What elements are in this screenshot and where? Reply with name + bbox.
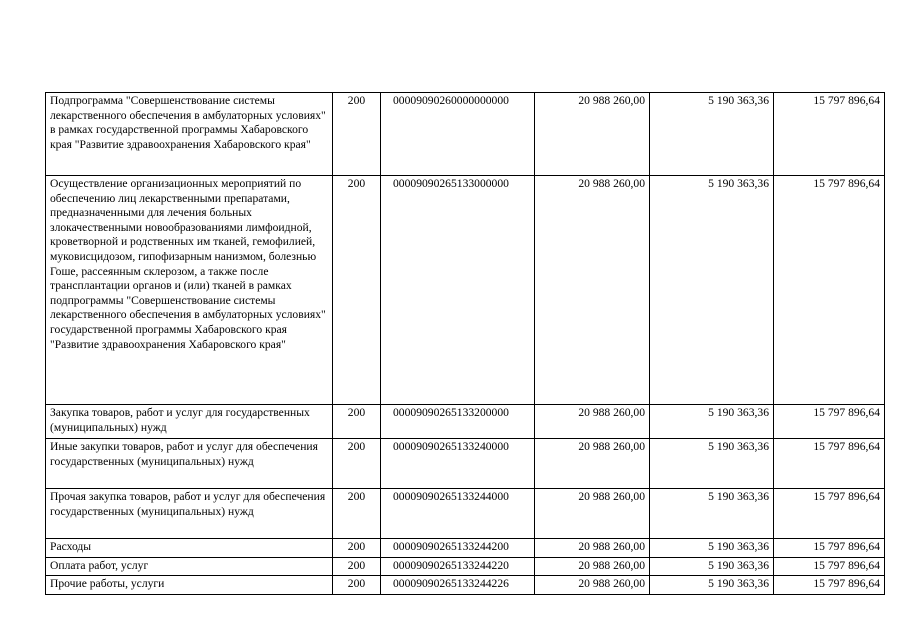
row-remaining-amount-cell: 15 797 896,64: [774, 557, 885, 576]
row-name-cell: Прочие работы, услуги: [46, 576, 333, 595]
row-code-cell: 200: [333, 489, 381, 539]
row-executed-amount-cell: 5 190 363,36: [650, 576, 774, 595]
table-row: [46, 539, 885, 558]
row-classification-cell: 00009090265133000000: [381, 176, 535, 405]
row-code-cell: 200: [333, 93, 381, 176]
row-remaining-amount-cell: 15 797 896,64: [774, 439, 885, 489]
table-row: [46, 439, 885, 489]
row-classification-cell: 00009090265133240000: [381, 439, 535, 489]
table-row: [46, 576, 885, 595]
row-approved-amount-cell: 20 988 260,00: [535, 93, 650, 176]
row-classification-cell: 00009090265133200000: [381, 405, 535, 439]
row-executed-amount-cell: 5 190 363,36: [650, 489, 774, 539]
row-executed-amount-cell: 5 190 363,36: [650, 93, 774, 176]
row-code-cell: 200: [333, 439, 381, 489]
row-code-cell: 200: [333, 576, 381, 595]
row-code-cell: 200: [333, 176, 381, 405]
table-row: [46, 557, 885, 576]
row-remaining-amount-cell: 15 797 896,64: [774, 576, 885, 595]
row-name-cell: Иные закупки товаров, работ и услуг для обеспечения государственных (муниципальных) нужд: [46, 439, 333, 489]
row-remaining-amount-cell: 15 797 896,64: [774, 93, 885, 176]
row-code-cell: 200: [333, 405, 381, 439]
row-executed-amount-cell: 5 190 363,36: [650, 557, 774, 576]
row-executed-amount-cell: 5 190 363,36: [650, 539, 774, 558]
row-approved-amount-cell: 20 988 260,00: [535, 539, 650, 558]
row-classification-cell: 00009090265133244226: [381, 576, 535, 595]
row-name-cell: Осуществление организационных мероприятий по обеспечению лиц лекарственными препаратами, предназначенными для лечения больных злокачественными новообразованиями лимфоидной, кроветворной и родственных им тканей, гемофилией, муковисцидозом, гипофизарным нанизмом, болезнью Гоше, рассеянным склерозом, а также после трансплантации органов и (или) тканей в рамках подпрограммы "Совершенствование системы лекарственного обеспечения в амбулаторных условиях" государственной программы Хабаровского края "Развитие здравоохранения Хабаровского края": [46, 176, 333, 405]
table-row: [46, 405, 885, 439]
row-executed-amount-cell: 5 190 363,36: [650, 439, 774, 489]
table-row: [46, 176, 885, 405]
row-approved-amount-cell: 20 988 260,00: [535, 489, 650, 539]
row-classification-cell: 00009090265133244200: [381, 539, 535, 558]
row-remaining-amount-cell: 15 797 896,64: [774, 489, 885, 539]
budget-execution-table: [45, 92, 885, 595]
row-code-cell: 200: [333, 539, 381, 558]
row-remaining-amount-cell: 15 797 896,64: [774, 539, 885, 558]
row-remaining-amount-cell: 15 797 896,64: [774, 176, 885, 405]
row-name-cell: Закупка товаров, работ и услуг для государственных (муниципальных) нужд: [46, 405, 333, 439]
table-row: [46, 489, 885, 539]
row-approved-amount-cell: 20 988 260,00: [535, 576, 650, 595]
row-remaining-amount-cell: 15 797 896,64: [774, 405, 885, 439]
row-classification-cell: 00009090265133244220: [381, 557, 535, 576]
row-approved-amount-cell: 20 988 260,00: [535, 439, 650, 489]
row-executed-amount-cell: 5 190 363,36: [650, 405, 774, 439]
row-name-cell: Расходы: [46, 539, 333, 558]
row-name-cell: Оплата работ, услуг: [46, 557, 333, 576]
row-approved-amount-cell: 20 988 260,00: [535, 405, 650, 439]
row-code-cell: 200: [333, 557, 381, 576]
row-approved-amount-cell: 20 988 260,00: [535, 176, 650, 405]
row-name-cell: Прочая закупка товаров, работ и услуг для обеспечения государственных (муниципальных) нужд: [46, 489, 333, 539]
table-row: [46, 93, 885, 176]
row-executed-amount-cell: 5 190 363,36: [650, 176, 774, 405]
row-classification-cell: 00009090265133244000: [381, 489, 535, 539]
row-classification-cell: 00009090260000000000: [381, 93, 535, 176]
row-approved-amount-cell: 20 988 260,00: [535, 557, 650, 576]
row-name-cell: Подпрограмма "Совершенствование системы лекарственного обеспечения в амбулаторных условиях" в рамках государственной программы Хабаровского края "Развитие здравоохранения Хабаровского края": [46, 93, 333, 176]
